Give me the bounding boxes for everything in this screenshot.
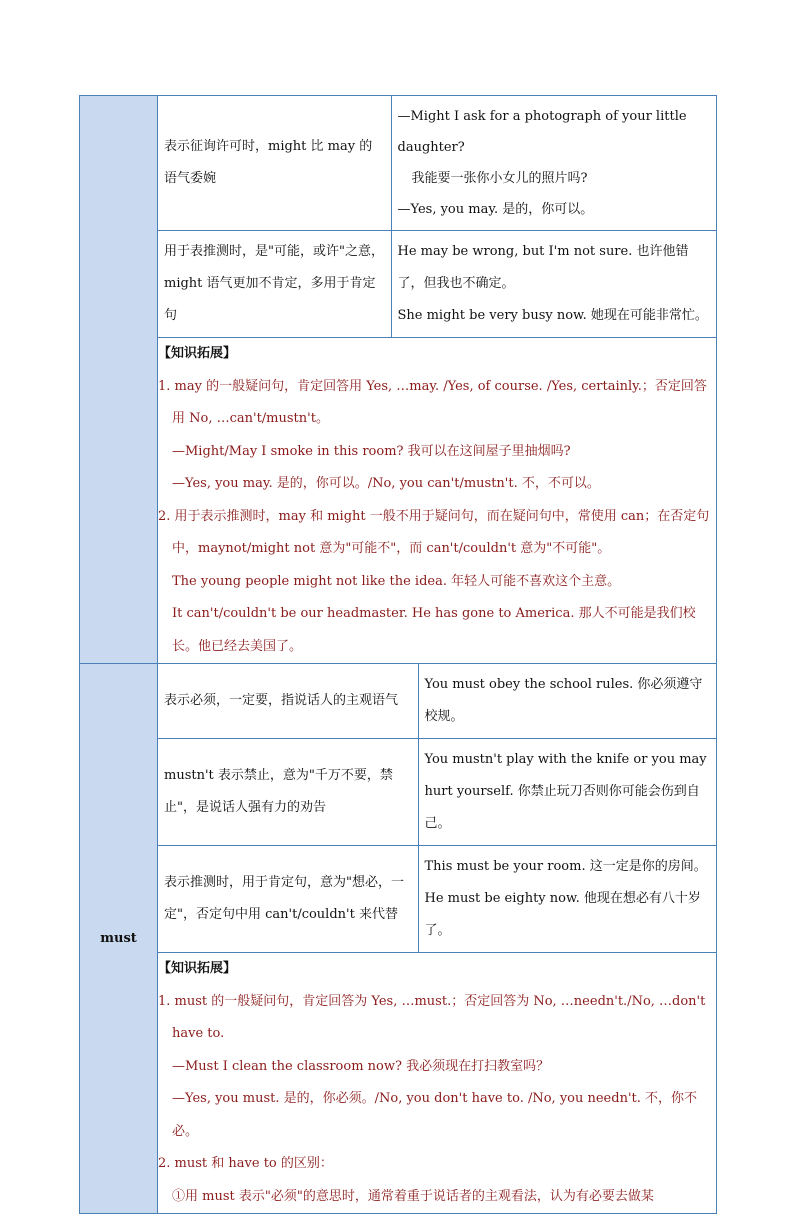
- example-line: You mustn't play with the knife or you may hurt yourself. 你禁止玩刀否则你可能会伤到自己。: [424, 752, 707, 831]
- example-line: He must be eighty now. 他现在想必有八十岁了。: [424, 891, 701, 938]
- example-line: You must obey the school rules. 你必须遵守校规。: [424, 677, 703, 724]
- must-usage-table: [158, 664, 717, 952]
- section-label-might: [80, 96, 158, 664]
- usage-cell: 用于表推测时，是"可能，或许"之意，might 语气更加不肯定，多用于肯定句: [158, 231, 391, 338]
- extension-title: 【知识拓展】: [158, 961, 237, 976]
- grammar-table: [79, 95, 717, 1214]
- example-line: This must be your room. 这一定是你的房间。: [424, 859, 707, 874]
- table-row: [158, 96, 717, 231]
- extension-line: The young people might not like the idea. 年轻人可能不喜欢这个主意。: [172, 573, 621, 589]
- knowledge-extension-must: [158, 953, 717, 1214]
- extension-title: 【知识拓展】: [158, 346, 237, 361]
- section-label-must: must: [80, 664, 158, 1214]
- example-cell: [391, 96, 717, 231]
- example-cell: [391, 231, 717, 338]
- extension-line: 1. must 的一般疑问句，肯定回答为 Yes, …must.；否定回答为 No, …needn't./No, …don't have to.: [158, 993, 706, 1041]
- knowledge-extension-might: [158, 338, 717, 664]
- example-line: He may be wrong, but I'm not sure. 也许他错了，但我也不确定。: [397, 244, 689, 291]
- example-cell: [418, 664, 717, 739]
- extension-line: ①用 must 表示"必须"的意思时，通常着重于说话者的主观看法，认为有必要去做某: [172, 1188, 654, 1204]
- extension-line: —Yes, you must. 是的，你必须。/No, you don't have to. /No, you needn't. 不，你不必。: [172, 1091, 698, 1139]
- table-row: [158, 739, 717, 846]
- example-cell: [418, 846, 717, 953]
- extension-line: It can't/couldn't be our headmaster. He has gone to America. 那人不可能是我们校长。他已经去美国了。: [172, 606, 696, 654]
- usage-cell: 表示征询许可时，might 比 may 的语气委婉: [158, 96, 391, 231]
- example-line: —Might I ask for a photograph of your little daughter?: [397, 109, 687, 155]
- table-row: [158, 846, 717, 953]
- usage-cell: 表示必须，一定要，指说话人的主观语气: [158, 664, 418, 739]
- extension-line: 2. must 和 have to 的区别：: [158, 1156, 333, 1171]
- example-cell: [418, 739, 717, 846]
- example-line: 我能要一张你小女儿的照片吗?: [411, 171, 588, 186]
- extension-line: 2. 用于表示推测时，may 和 might 一般不用于疑问句，而在疑问句中，常使用 can；在否定句中，maynot/might not 意为"可能不"，而 can't/couldn't 意为"不可能"。: [158, 508, 710, 556]
- usage-cell: 表示推测时，用于肯定句，意为"想必，一定"，否定句中用 can't/couldn't 来代替: [158, 846, 418, 953]
- extension-line: —Yes, you may. 是的，你可以。/No, you can't/mustn't. 不，不可以。: [172, 476, 600, 491]
- example-line: She might be very busy now. 她现在可能非常忙。: [397, 308, 708, 323]
- might-usage-table: [158, 96, 717, 337]
- usage-cell: mustn't 表示禁止，意为"千万不要，禁止"，是说话人强有力的劝告: [158, 739, 418, 846]
- extension-line: —Must I clean the classroom now? 我必须现在打扫教室吗？: [172, 1058, 550, 1074]
- example-line: —Yes, you may. 是的，你可以。: [397, 202, 594, 217]
- table-row: [158, 664, 717, 739]
- table-row: [158, 231, 717, 338]
- extension-line: —Might/May I smoke in this room? 我可以在这间屋子里抽烟吗?: [172, 443, 571, 459]
- extension-line: 1. may 的一般疑问句，肯定回答用 Yes, …may. /Yes, of course. /Yes, certainly.；否定回答用 No, …can't/mustn't。: [158, 378, 707, 426]
